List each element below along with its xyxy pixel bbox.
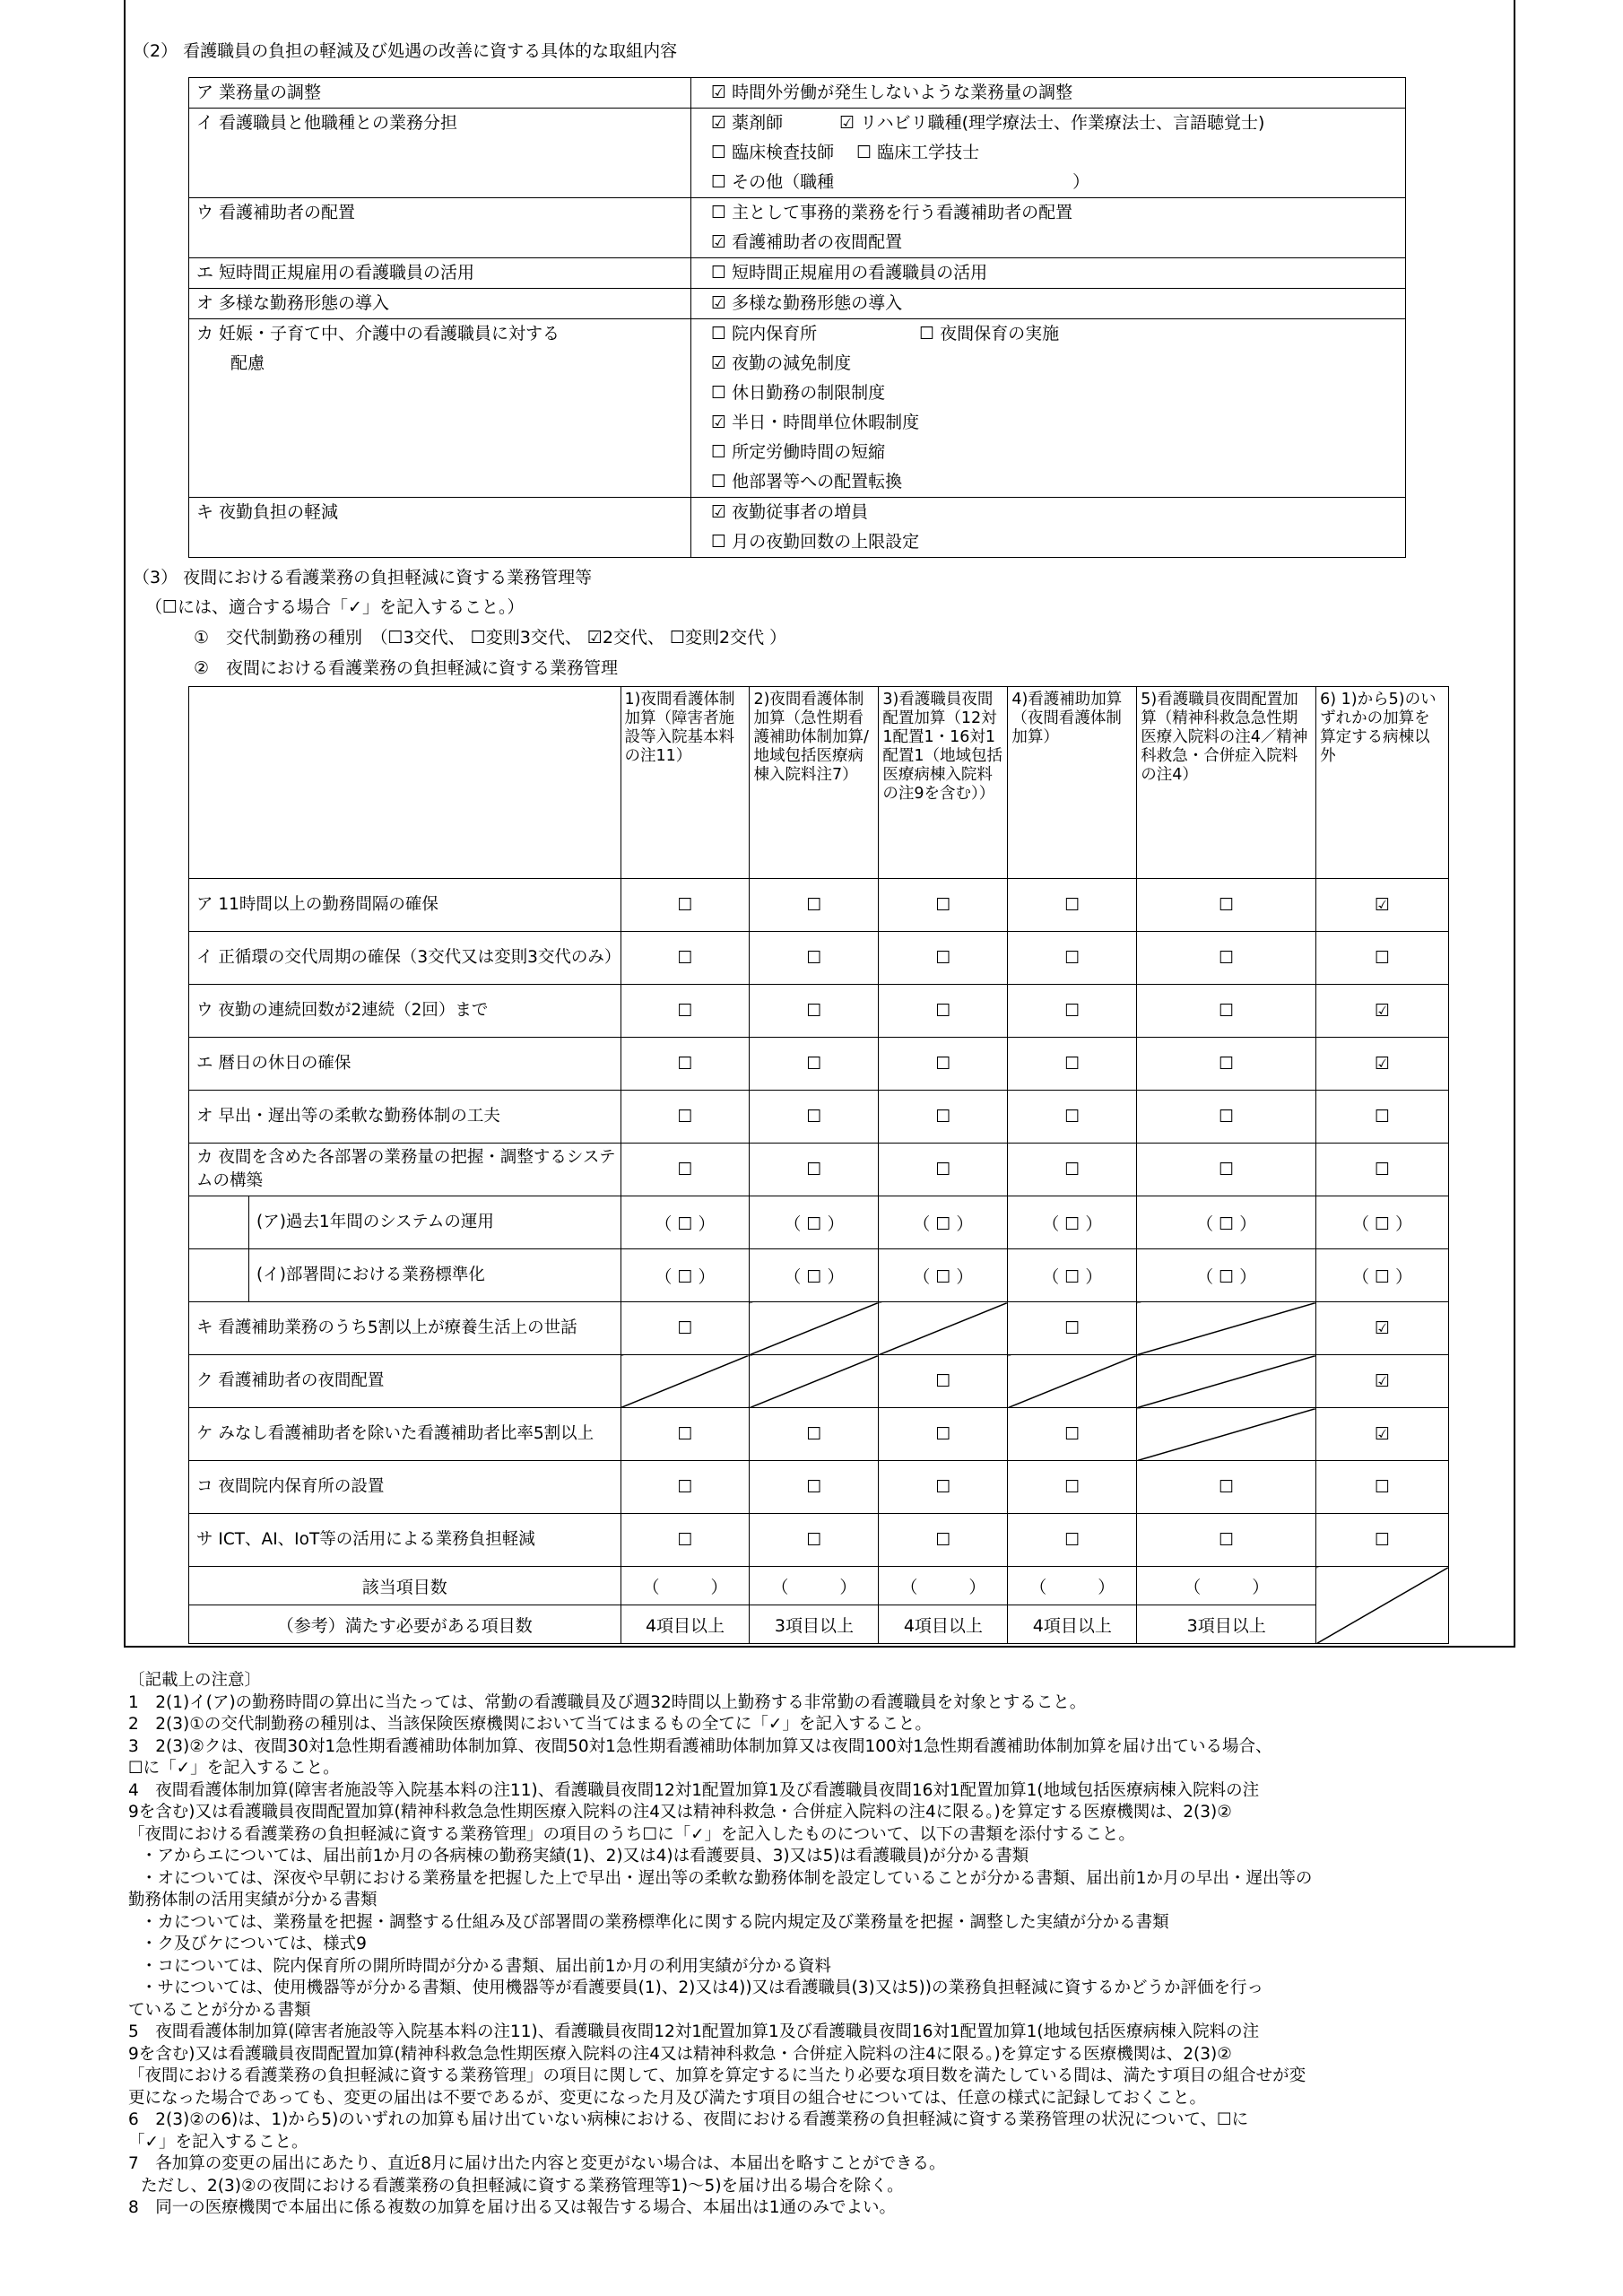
checkbox-cell[interactable]: ☐	[1137, 879, 1316, 932]
not-applicable-cell	[1137, 1302, 1316, 1355]
checkbox-cell[interactable]: ☐	[879, 1408, 1008, 1461]
not-applicable-cell	[621, 1355, 750, 1408]
s2-row-items	[691, 198, 1406, 258]
not-applicable-cell	[750, 1355, 879, 1408]
checkbox-cell[interactable]: ☐	[750, 1038, 879, 1091]
required-count-cell: 4項目以上	[1008, 1605, 1137, 1644]
row-label: オ 早出・遅出等の柔軟な勤務体制の工夫	[189, 1091, 621, 1144]
note-line: 9を含む)又は看護職員夜間配置加算(精神科救急急性期医療入院料の注4又は精神科救急・合併症入院料の注4に限る。)を算定する医療機関は、2(3)②	[128, 1803, 1232, 1822]
note-line: 9を含む)又は看護職員夜間配置加算(精神科救急急性期医療入院料の注4又は精神科救急・合併症入院料の注4に限る。)を算定する医療機関は、2(3)②	[128, 2044, 1232, 2064]
checkbox-cell[interactable]: （ ☐ ）	[1137, 1196, 1316, 1249]
checkbox-cell[interactable]: ☐	[1316, 932, 1449, 985]
checkbox-cell[interactable]: ☐	[621, 1514, 750, 1567]
checkbox-cell[interactable]: ☑	[1316, 1355, 1449, 1408]
column-header: 5)看護職員夜間配置加算（精神科救急急性期医療入院料の注4／精神科救急・合併症入院料の注4）	[1137, 687, 1316, 879]
s2-checkbox-item[interactable]: ☑ 夜勤の減免制度	[711, 353, 852, 373]
section-2-title: （2） 看護職員の負担の軽減及び処遇の改善に資する具体的な取組内容	[133, 41, 678, 61]
sub-row-label	[189, 1249, 621, 1302]
table-row	[189, 1514, 1449, 1567]
checkbox-cell[interactable]: ☐	[750, 985, 879, 1038]
checkbox-cell[interactable]: ☐	[621, 1461, 750, 1514]
s2-row	[189, 78, 1406, 109]
applicable-count-row	[189, 1567, 1449, 1605]
note-line: ・オについては、深夜や早朝における業務量を把握した上で早出・遅出等の柔軟な勤務体制を設定していることが分かる書類、届出前1か月の早出・遅出等の	[141, 1868, 1313, 1888]
table-row	[189, 1091, 1449, 1144]
s2-row	[189, 258, 1406, 289]
required-count-row	[189, 1605, 1449, 1644]
checkbox-cell[interactable]: ☐	[1008, 1144, 1137, 1196]
s2-row-label: キ 夜勤負担の軽減	[189, 498, 691, 558]
note-line: ただし、2(3)②の夜間における看護業務の負担軽減に資する業務管理等1)～5)を届け出る場合を除く。	[141, 2176, 904, 2196]
shift-type-line: ① 交代制勤務の種別 （☐3交代、 ☐変則3交代、 ☑2交代、 ☐変則2交代 ）	[194, 628, 787, 648]
note-line: 3 2(3)②クは、夜間30対1急性期看護補助体制加算、夜間50対1急性期看護補助体制加算又は夜間100対1急性期看護補助体制加算を届け出ている場合、	[128, 1736, 1272, 1756]
row-label: キ 看護補助業務のうち5割以上が療養生活上の世話	[189, 1302, 621, 1355]
checkbox-cell[interactable]: ☑	[1316, 879, 1449, 932]
s2-row-label: ウ 看護補助者の配置	[189, 198, 691, 258]
checkbox-cell[interactable]: ☐	[750, 879, 879, 932]
s2-checkbox-item[interactable]: ☑ 多様な勤務形態の導入	[711, 293, 903, 313]
s2-row-label: エ 短時間正規雇用の看護職員の活用	[189, 258, 691, 289]
checkbox-cell[interactable]: ☐	[750, 1514, 879, 1567]
checkbox-cell[interactable]: ☐	[879, 985, 1008, 1038]
checkbox-cell[interactable]: ☑	[1316, 1408, 1449, 1461]
note-line: 6 2(3)②の6)は、1)から5)のいずれの加算も届け出ていない病棟における、夜間における看護業務の負担軽減に資する業務管理の状況について、☐に	[128, 2110, 1249, 2129]
notes-section	[128, 1670, 1518, 2220]
checkbox-cell[interactable]: ☐	[1008, 1408, 1137, 1461]
table-row	[189, 1408, 1449, 1461]
table-row	[189, 1038, 1449, 1091]
checkbox-cell[interactable]: ☐	[1008, 1091, 1137, 1144]
table-header-row	[189, 687, 1449, 879]
checkbox-cell[interactable]: ☐	[879, 1514, 1008, 1567]
checkbox-cell[interactable]: ☐	[1137, 985, 1316, 1038]
note-line: 8 同一の医療機関で本届出に係る複数の加算を届け出る又は報告する場合、本届出は1通のみでよい。	[128, 2198, 897, 2217]
required-count-cell: 3項目以上	[750, 1605, 879, 1644]
column-header: 1)夜間看護体制加算（障害者施設等入院基本料の注11）	[621, 687, 750, 879]
s2-row	[189, 498, 1406, 558]
applicable-count-cell[interactable]: （ ）	[750, 1567, 879, 1605]
checkbox-cell[interactable]: ☐	[750, 932, 879, 985]
header-blank-cell	[189, 687, 621, 879]
sub-row-label	[189, 1196, 621, 1249]
column-header: 6) 1)から5)のいずれかの加算を算定する病棟以外	[1316, 687, 1449, 879]
checkbox-cell[interactable]: ☐	[1137, 1091, 1316, 1144]
s2-row-label: カ 妊娠・子育て中、介護中の看護職員に対する 配慮	[189, 319, 691, 498]
note-line: 7 各加算の変更の届出にあたり、直近8月に届け出た内容と変更がない場合は、本届出を略すことができる。	[128, 2154, 946, 2173]
sub-row-text: (ア)過去1年間のシステムの運用	[256, 1213, 494, 1231]
table-row	[189, 932, 1449, 985]
s2-checkbox-item[interactable]: ☑ 薬剤師 ☑ リハビリ職種(理学療法士、作業療法士、言語聴覚士)	[711, 113, 1265, 133]
checkbox-cell[interactable]: ☐	[1316, 1461, 1449, 1514]
checkbox-cell[interactable]: （ ☐ ）	[750, 1249, 879, 1302]
checkbox-cell[interactable]: ☐	[1008, 932, 1137, 985]
column-header: 2)夜間看護体制加算（急性期看護補助体制加算/地域包括医療病棟入院料注7）	[750, 687, 879, 879]
checkbox-cell[interactable]: ☐	[879, 1144, 1008, 1196]
not-applicable-cell	[750, 1302, 879, 1355]
checkbox-cell[interactable]: ☐	[879, 932, 1008, 985]
table-row	[189, 1355, 1449, 1408]
checkbox-cell[interactable]: （ ☐ ）	[1316, 1196, 1449, 1249]
note-line: ・アからエについては、届出前1か月の各病棟の勤務実績(1)、2)又は4)は看護要員、3)又は5)は看護職員)が分かる書類	[141, 1847, 1029, 1866]
notes-heading: 〔記載上の注意〕	[128, 1671, 262, 1690]
checkbox-cell[interactable]: ☐	[621, 1091, 750, 1144]
row-label: コ 夜間院内保育所の設置	[189, 1461, 621, 1514]
checkbox-cell[interactable]: ☐	[621, 1144, 750, 1196]
section-3-title: （3） 夜間における看護業務の負担軽減に資する業務管理等	[133, 568, 593, 587]
column-header: 3)看護職員夜間配置加算（12対1配置1・16対1配置1（地域包括医療病棟入院料の注9を含む））	[879, 687, 1008, 879]
section-2-table	[188, 77, 1406, 558]
note-line: 勤務体制の活用実績が分かる書類	[128, 1891, 378, 1909]
checkbox-cell[interactable]: ☐	[879, 1038, 1008, 1091]
table-row	[189, 1302, 1449, 1355]
checkbox-cell[interactable]: （ ☐ ）	[1316, 1249, 1449, 1302]
s2-checkbox-item[interactable]: ☐ 休日勤務の制限制度	[711, 383, 886, 403]
s2-checkbox-item[interactable]: ☑ 夜勤従事者の増員	[711, 502, 869, 522]
s2-checkbox-item[interactable]: ☑ 時間外労働が発生しないような業務量の調整	[711, 83, 1073, 102]
workload-management-subtitle: ② 夜間における看護業務の負担軽減に資する業務管理	[194, 658, 619, 678]
s2-row-items	[691, 289, 1406, 319]
row-label: エ 暦日の休日の確保	[189, 1038, 621, 1091]
note-line: 5 夜間看護体制加算(障害者施設等入院基本料の注11)、看護職員夜間12対1配置加算1及び看護職員夜間16対1配置加算1(地域包括医療病棟入院料の注	[128, 2022, 1260, 2041]
s2-checkbox-item[interactable]: ☐ 臨床検査技師 ☐ 臨床工学技士	[711, 143, 980, 162]
sub-row-indent	[189, 1249, 249, 1301]
s2-checkbox-item[interactable]: ☑ 看護補助者の夜間配置	[711, 232, 903, 252]
note-line: 更になった場合であっても、変更の届出は不要であるが、変更になった月及び満たす項目の組合せについては、任意の様式に記録しておくこと。	[128, 2088, 1206, 2108]
checkbox-cell[interactable]: ☐	[1008, 1038, 1137, 1091]
checkbox-cell[interactable]: ☐	[621, 1038, 750, 1091]
note-line: ていることが分かる書類	[128, 2000, 311, 2020]
checkbox-cell[interactable]: ☐	[750, 1408, 879, 1461]
checkbox-cell[interactable]: （ ☐ ）	[879, 1249, 1008, 1302]
section-3-note: （☐には、適合する場合「✓」を記入すること。）	[145, 597, 525, 617]
row-label: サ ICT、AI、IoT等の活用による業務負担軽減	[189, 1514, 621, 1567]
applicable-count-cell[interactable]: （ ）	[1008, 1567, 1137, 1605]
row-label: ケ みなし看護補助者を除いた看護補助者比率5割以上	[189, 1408, 621, 1461]
required-count-cell: 4項目以上	[879, 1605, 1008, 1644]
s2-row	[189, 198, 1406, 258]
table-row	[189, 1196, 1449, 1249]
row-label: ク 看護補助者の夜間配置	[189, 1355, 621, 1408]
checkbox-cell[interactable]: （ ☐ ）	[1008, 1249, 1137, 1302]
checkbox-cell[interactable]: ☐	[1316, 1144, 1449, 1196]
checkbox-cell[interactable]: ☐	[1137, 1144, 1316, 1196]
checkbox-cell[interactable]: ☐	[750, 1461, 879, 1514]
required-count-cell: 4項目以上	[621, 1605, 750, 1644]
checkbox-cell[interactable]: ☐	[1316, 1091, 1449, 1144]
note-line: ・カについては、業務量を把握・調整する仕組み及び部署間の業務標準化に関する院内規定及び業務量を把握・調整した実績が分かる書類	[141, 1912, 1169, 1932]
sub-row-indent	[189, 1196, 249, 1248]
applicable-count-cell[interactable]: （ ）	[1137, 1567, 1316, 1605]
not-applicable-cell	[1316, 1567, 1449, 1644]
s2-checkbox-item[interactable]: ☐ その他（職種 ）	[711, 172, 1090, 192]
sub-row-text: (イ)部署間における業務標準化	[256, 1265, 485, 1284]
checkbox-cell[interactable]: （ ☐ ）	[879, 1196, 1008, 1249]
s2-row-label: ア 業務量の調整	[189, 78, 691, 109]
s2-checkbox-item[interactable]: ☐ 月の夜勤回数の上限設定	[711, 532, 920, 552]
checkbox-cell[interactable]: ☐	[879, 879, 1008, 932]
s2-checkbox-item[interactable]: ☐ 院内保育所 ☐ 夜間保育の実施	[711, 324, 1060, 344]
s2-checkbox-item[interactable]: ☐ 他部署等への配置転換	[711, 472, 903, 491]
note-line: 「夜間における看護業務の負担軽減に資する業務管理」の項目に関して、加算を算定するに当たり必要な項目数を満たしている間は、満たす項目の組合せが変	[128, 2066, 1306, 2085]
s2-row-items	[691, 498, 1406, 558]
checkbox-cell[interactable]: ☐	[1008, 1302, 1137, 1355]
note-line: 4 夜間看護体制加算(障害者施設等入院基本料の注11)、看護職員夜間12対1配置加算1及び看護職員夜間16対1配置加算1(地域包括医療病棟入院料の注	[128, 1780, 1260, 1800]
checkbox-cell[interactable]: ☐	[1008, 1514, 1137, 1567]
s2-row-items	[691, 319, 1406, 498]
note-line: ・コについては、院内保育所の開所時間が分かる書類、届出前1か月の利用実績が分かる資料	[141, 1956, 831, 1976]
note-line: 1 2(1)イ(ア)の勤務時間の算出に当たっては、常勤の看護職員及び週32時間以上勤務する非常勤の看護職員を対象とすること。	[128, 1692, 1087, 1712]
checkbox-cell[interactable]: ☑	[1316, 1302, 1449, 1355]
workload-management-table	[188, 686, 1449, 1644]
not-applicable-cell	[1137, 1408, 1316, 1461]
checkbox-cell[interactable]: ☐	[879, 1091, 1008, 1144]
checkbox-cell[interactable]: （ ☐ ）	[1137, 1249, 1316, 1302]
note-line: ☐に「✓」を記入すること。	[128, 1759, 340, 1778]
not-applicable-cell	[1137, 1355, 1316, 1408]
note-line: ・ク及びケについては、様式9	[141, 1935, 367, 1953]
checkbox-cell[interactable]: （ ☐ ）	[621, 1196, 750, 1249]
column-header: 4)看護補助加算（夜間看護体制加算）	[1008, 687, 1137, 879]
checkbox-cell[interactable]: ☑	[1316, 985, 1449, 1038]
checkbox-cell[interactable]: ☐	[1008, 1461, 1137, 1514]
row-label: ウ 夜勤の連続回数が2連続（2回）まで	[189, 985, 621, 1038]
table-row	[189, 1461, 1449, 1514]
checkbox-cell[interactable]: ☐	[750, 1091, 879, 1144]
s2-checkbox-item[interactable]: ☐ 所定労働時間の短縮	[711, 442, 886, 462]
not-applicable-cell	[879, 1302, 1008, 1355]
checkbox-cell[interactable]: ☐	[750, 1144, 879, 1196]
checkbox-cell[interactable]: ☐	[621, 879, 750, 932]
checkbox-cell[interactable]: ☐	[621, 932, 750, 985]
note-line: 2 2(3)①の交代制勤務の種別は、当該保険医療機関において当てはまるもの全てに「✓」を記入すること。	[128, 1715, 932, 1734]
checkbox-cell[interactable]: ☐	[1008, 985, 1137, 1038]
s2-row	[189, 289, 1406, 319]
not-applicable-cell	[1008, 1355, 1137, 1408]
s2-row	[189, 319, 1406, 498]
checkbox-cell[interactable]: （ ☐ ）	[750, 1196, 879, 1249]
checkbox-cell[interactable]: ☑	[1316, 1038, 1449, 1091]
s2-row-label: オ 多様な勤務形態の導入	[189, 289, 691, 319]
checkbox-cell[interactable]: ☐	[621, 985, 750, 1038]
s2-checkbox-item[interactable]: ☐ 短時間正規雇用の看護職員の活用	[711, 263, 988, 283]
checkbox-cell[interactable]: ☐	[1008, 879, 1137, 932]
checkbox-cell[interactable]: ☐	[1316, 1514, 1449, 1567]
table-row	[189, 985, 1449, 1038]
applicable-count-cell[interactable]: （ ）	[621, 1567, 750, 1605]
checkbox-cell[interactable]: （ ☐ ）	[621, 1249, 750, 1302]
s2-checkbox-item[interactable]: ☐ 主として事務的業務を行う看護補助者の配置	[711, 203, 1073, 222]
s2-row-items	[691, 258, 1406, 289]
checkbox-cell[interactable]: ☐	[621, 1408, 750, 1461]
row-label: カ 夜間を含めた各部署の業務量の把握・調整するシステムの構築	[189, 1144, 621, 1196]
applicable-count-cell[interactable]: （ ）	[879, 1567, 1008, 1605]
table-row	[189, 1144, 1449, 1196]
s2-row-items	[691, 109, 1406, 198]
required-count-label: （参考）満たす必要がある項目数	[189, 1605, 621, 1644]
checkbox-cell[interactable]: ☐	[1137, 1514, 1316, 1567]
checkbox-cell[interactable]: ☐	[1137, 932, 1316, 985]
required-count-cell: 3項目以上	[1137, 1605, 1316, 1644]
checkbox-cell[interactable]: （ ☐ ）	[1008, 1196, 1137, 1249]
note-line: 「✓」を記入すること。	[128, 2132, 308, 2152]
note-line: ・サについては、使用機器等が分かる書類、使用機器等が看護要員(1)、2)又は4))又は看護職員(3)又は5))の業務負担軽減に資するかどうか評価を行っ	[141, 1979, 1263, 1997]
checkbox-cell[interactable]: ☐	[879, 1461, 1008, 1514]
note-line: 「夜間における看護業務の負担軽減に資する業務管理」の項目のうち☐に「✓」を記入したものについて、以下の書類を添付すること。	[128, 1824, 1135, 1844]
checkbox-cell[interactable]: ☐	[1137, 1461, 1316, 1514]
checkbox-cell[interactable]: ☐	[879, 1355, 1008, 1408]
table-row	[189, 1249, 1449, 1302]
s2-row	[189, 109, 1406, 198]
table-row	[189, 879, 1449, 932]
s2-row-items	[691, 78, 1406, 109]
row-label: ア 11時間以上の勤務間隔の確保	[189, 879, 621, 932]
s2-row-label: イ 看護職員と他職種との業務分担	[189, 109, 691, 198]
row-label: イ 正循環の交代周期の確保（3交代又は変則3交代のみ）	[189, 932, 621, 985]
s2-checkbox-item[interactable]: ☑ 半日・時間単位休暇制度	[711, 413, 920, 432]
applicable-count-label: 該当項目数	[189, 1567, 621, 1605]
checkbox-cell[interactable]: ☐	[621, 1302, 750, 1355]
checkbox-cell[interactable]: ☐	[1137, 1038, 1316, 1091]
